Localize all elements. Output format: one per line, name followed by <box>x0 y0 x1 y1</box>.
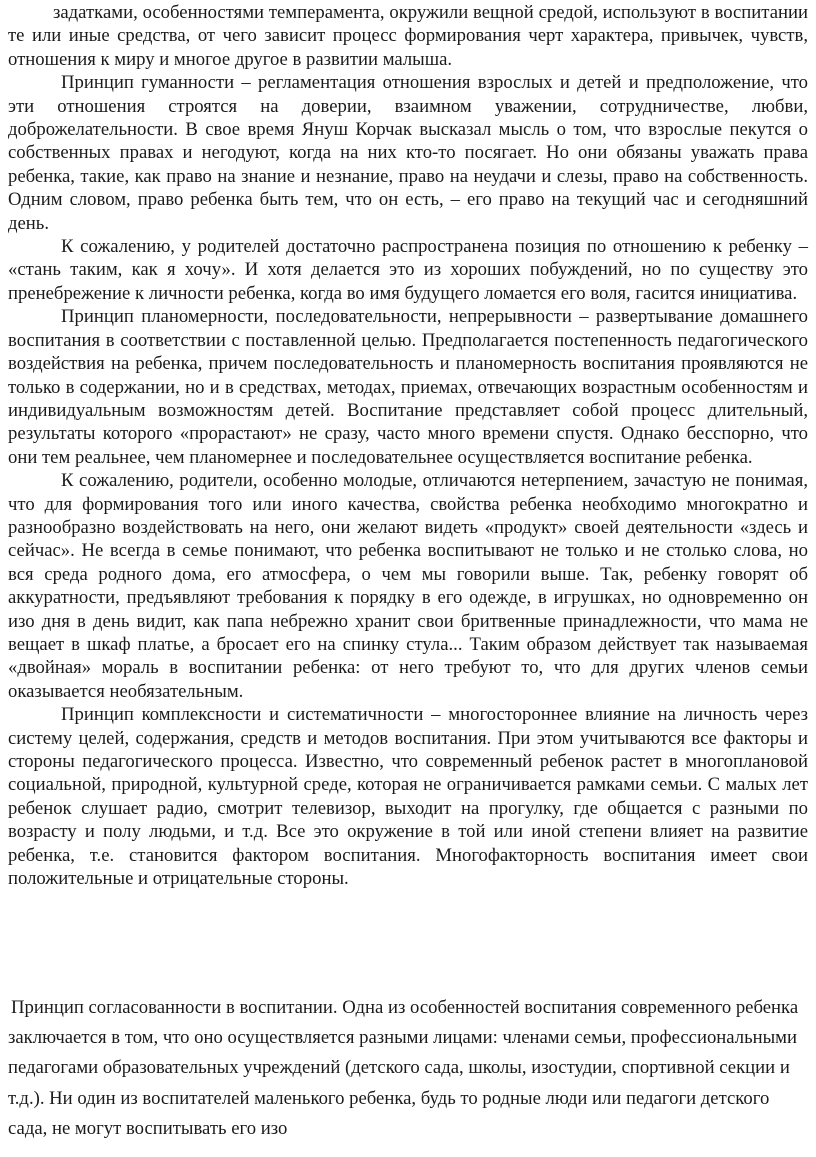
consistency-text-block <box>8 993 808 1144</box>
main-text-block <box>8 1 808 890</box>
paragraph-humanity-principle: Принцип гуманности – регламентация отношения взрослых и детей и предположение, что эти отношения строятся на доверии, взаимном уважении, сотрудничестве, любви, доброжелательности. В свое время Януш Корчак высказал мысль о том, что взрослые пекутся о собственных правах и негодуют, когда на них кто-то посягает. Но они обязаны уважать права ребенка, такие, как право на знание и незнание, право на неудачи и слезы, право на собственность. Одним словом, право ребенка быть тем, что он есть, – его право на текущий час и сегодняшний день. <box>8 72 808 234</box>
paragraph-young-parents: К сожалению, родители, особенно молодые, отличаются нетерпением, зачастую не понимая, что для формирования того или иного качества, свойства ребенка необходимо многократно и разнообразно воздействовать на него, они желают видеть «продукт» своей деятельности «здесь и сейчас». Не всегда в семье понимают, что ребенка воспитывают не только и не столько слова, но вся среда родного дома, его атмосфера, о чем мы говорили выше. Так, ребенку говорят об аккуратности, предъявляют требования к порядку в его одежде, в игрушках, но одновременно он изо дня в день видит, как папа небрежно хранит свои бритвенные принадлежности, что мама не вещает в шкаф платье, а бросает его на спинку стула... Таким образом действует так называемая «двойная» мораль в воспитании ребенка: от него требуют то, что для других членов семьи оказывается необязательным. <box>8 470 808 702</box>
paragraph-parents-position: К сожалению, у родителей достаточно распространена позиция по отношению к ребенку – «стань таким, как я хочу». И хотя делается это из хороших побуждений, но по существу это пренебрежение к личности ребенка, когда во имя будущего ломается его воля, гасится инициатива. <box>8 236 808 304</box>
paragraph-planning-principle: Принцип планомерности, последовательности, непрерывности – развертывание домашнего воспитания в соответствии с поставленной целью. Предполагается постепенность педагогического воздействия на ребенка, причем последовательность и планомерность воспитания проявляются не только в содержании, но и в средствах, методах, приемах, отвечающих возрастным особенностям и индивидуальным возможностям детей. Воспитание представляет собой процесс длительный, результаты которого «прорастают» не сразу, часто много времени спустя. Однако бесспорно, что они тем реальнее, чем планомернее и последовательнее осуществляется воспитание ребенка. <box>8 306 808 468</box>
paragraph-complexity-principle: Принцип комплексности и систематичности – многостороннее влияние на личность через систему целей, содержания, средств и методов воспитания. При этом учитываются все факторы и стороны педагогического процесса. Известно, что современный ребенок растет в многоплановой социальной, природной, культурной среде, которая не ограничивается рамками семьи. С малых лет ребенок слушает радио, смотрит телевизор, выходит на прогулку, где общается с разными по возрасту и полу людьми, и т.д. Все это окружение в той или иной степени влияет на развитие ребенка, т.е. становится фактором воспитания. Многофакторность воспитания имеет свои положительные и отрицательные стороны. <box>8 704 808 890</box>
paragraph-consistency-principle: Принцип согласованности в воспитании. Одна из особенностей воспитания современного ребенка заключается в том, что оно осуществляется разными лицами: членами семьи, профессиональными педагогами образовательных учреждений (детского сада, школы, изостудии, спортивной секции и т.д.). Ни один из воспитателей маленького ребенка, будь то родные люди или педагоги детского сада, не могут воспитывать его изо <box>8 997 799 1139</box>
paragraph-continuation: задатками, особенностями темперамента, окружили вещной средой, используют в воспитании те или иные средства, от чего зависит процесс формирования черт характера, привычек, чувств, отношения к миру и многое другое в развитии малыша. <box>8 2 808 70</box>
